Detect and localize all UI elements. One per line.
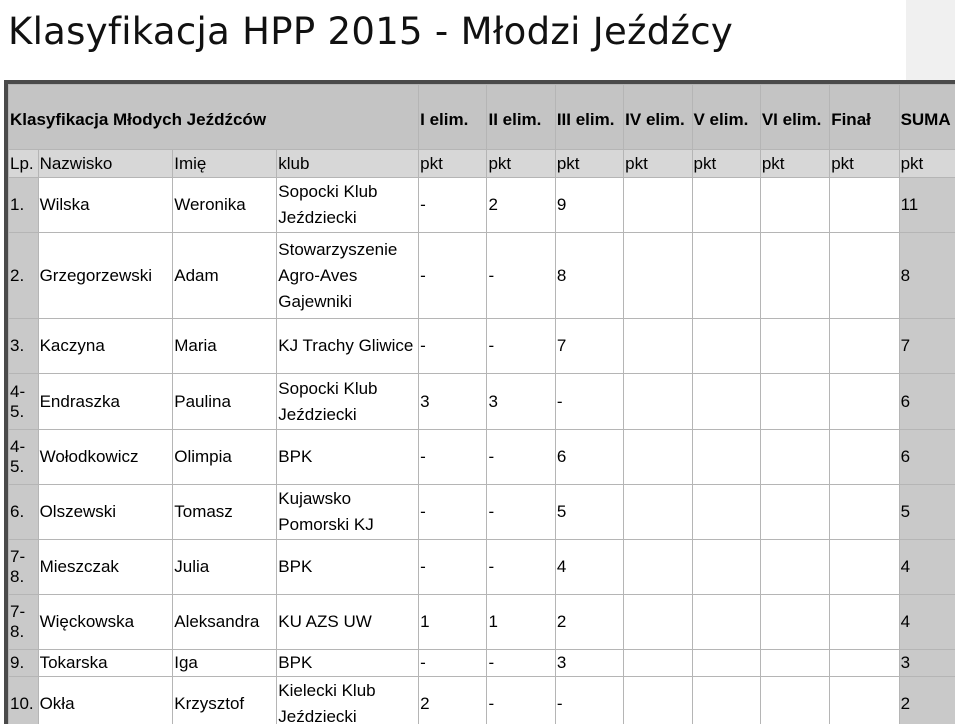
unit-label: pkt	[692, 150, 760, 178]
unit-label: pkt	[555, 150, 623, 178]
score-cell	[760, 650, 829, 677]
rank-cell: 4-5.	[9, 374, 39, 430]
surname-cell: Olszewski	[38, 485, 173, 540]
score-cell	[760, 677, 829, 724]
table-row	[9, 233, 955, 319]
table-row	[9, 319, 955, 374]
score-cell	[624, 430, 692, 485]
total-cell: 6	[899, 374, 955, 430]
score-cell: -	[419, 485, 487, 540]
score-cell	[624, 540, 692, 595]
table-row	[9, 540, 955, 595]
club-cell: KJ Trachy Gliwice	[277, 319, 419, 374]
surname-cell: Kaczyna	[38, 319, 173, 374]
score-cell: 2	[419, 677, 487, 724]
surname-cell: Wołodkowicz	[38, 430, 173, 485]
score-cell: -	[419, 233, 487, 319]
round-header: I elim.	[419, 85, 487, 150]
unit-label: pkt	[624, 150, 692, 178]
score-cell	[692, 595, 760, 650]
results-table	[8, 84, 955, 724]
rank-cell: 4-5.	[9, 430, 39, 485]
side-panel	[906, 0, 955, 80]
score-cell	[692, 178, 760, 233]
score-cell: 5	[555, 485, 623, 540]
score-cell: 6	[555, 430, 623, 485]
name-header: Imię	[173, 150, 277, 178]
score-cell	[830, 319, 899, 374]
score-cell: -	[419, 650, 487, 677]
unit-label: pkt	[487, 150, 555, 178]
score-cell: 7	[555, 319, 623, 374]
score-cell	[760, 485, 829, 540]
score-cell	[830, 485, 899, 540]
score-cell: 3	[487, 374, 555, 430]
rank-cell: 10.	[9, 677, 39, 724]
page-title: Klasyfikacja HPP 2015 - Młodzi Jeźdźcy	[8, 10, 734, 53]
score-cell	[624, 650, 692, 677]
first-name-cell: Julia	[173, 540, 277, 595]
table-caption: Klasyfikacja Młodych Jeźdźców	[9, 85, 419, 150]
score-cell	[830, 540, 899, 595]
score-cell: -	[555, 374, 623, 430]
table-row	[9, 430, 955, 485]
total-cell: 2	[899, 677, 955, 724]
subheader-row	[9, 150, 955, 178]
score-cell	[760, 319, 829, 374]
score-cell: 1	[487, 595, 555, 650]
total-cell: 4	[899, 540, 955, 595]
score-cell	[830, 430, 899, 485]
round-header: III elim.	[555, 85, 623, 150]
first-name-cell: Krzysztof	[173, 677, 277, 724]
surname-cell: Więckowska	[38, 595, 173, 650]
surname-cell: Mieszczak	[38, 540, 173, 595]
score-cell	[760, 540, 829, 595]
rank-cell: 3.	[9, 319, 39, 374]
rank-cell: 7-8.	[9, 595, 39, 650]
surname-cell: Okła	[38, 677, 173, 724]
score-cell	[830, 677, 899, 724]
round-header: IV elim.	[624, 85, 692, 150]
table-row	[9, 677, 955, 724]
table-row	[9, 178, 955, 233]
score-cell	[692, 430, 760, 485]
club-cell: Sopocki Klub Jeździecki	[277, 178, 419, 233]
first-name-cell: Adam	[173, 233, 277, 319]
score-cell	[760, 430, 829, 485]
unit-label: pkt	[899, 150, 955, 178]
surname-header: Nazwisko	[38, 150, 173, 178]
club-header: klub	[277, 150, 419, 178]
score-cell	[830, 178, 899, 233]
total-cell: 11	[899, 178, 955, 233]
score-cell: 1	[419, 595, 487, 650]
score-cell	[624, 319, 692, 374]
score-cell	[624, 374, 692, 430]
total-cell: 8	[899, 233, 955, 319]
club-cell: BPK	[277, 430, 419, 485]
score-cell: -	[419, 540, 487, 595]
surname-cell: Endraszka	[38, 374, 173, 430]
score-cell	[692, 374, 760, 430]
table-row	[9, 374, 955, 430]
table-row	[9, 650, 955, 677]
first-name-cell: Aleksandra	[173, 595, 277, 650]
header-row	[9, 85, 955, 150]
first-name-cell: Paulina	[173, 374, 277, 430]
score-cell	[692, 677, 760, 724]
club-cell: Kujawsko Pomorski KJ	[277, 485, 419, 540]
score-cell	[830, 595, 899, 650]
score-cell: -	[419, 178, 487, 233]
score-cell	[692, 485, 760, 540]
score-cell	[624, 485, 692, 540]
surname-cell: Grzegorzewski	[38, 233, 173, 319]
rank-cell: 1.	[9, 178, 39, 233]
score-cell: -	[487, 650, 555, 677]
round-header: II elim.	[487, 85, 555, 150]
score-cell	[692, 319, 760, 374]
first-name-cell: Maria	[173, 319, 277, 374]
club-cell: Kielecki Klub Jeździecki	[277, 677, 419, 724]
score-cell	[624, 595, 692, 650]
unit-label: pkt	[419, 150, 487, 178]
score-cell: 8	[555, 233, 623, 319]
final-header: Finał	[830, 85, 899, 150]
total-cell: 5	[899, 485, 955, 540]
score-cell: -	[487, 319, 555, 374]
score-cell: 2	[487, 178, 555, 233]
score-cell: 9	[555, 178, 623, 233]
score-cell	[760, 178, 829, 233]
score-cell	[830, 374, 899, 430]
score-cell	[692, 233, 760, 319]
club-cell: Sopocki Klub Jeździecki	[277, 374, 419, 430]
score-cell: 3	[419, 374, 487, 430]
score-cell: -	[487, 485, 555, 540]
club-cell: Stowarzyszenie Agro-Aves Gajewniki	[277, 233, 419, 319]
rank-cell: 7-8.	[9, 540, 39, 595]
first-name-cell: Olimpia	[173, 430, 277, 485]
score-cell	[830, 233, 899, 319]
total-cell: 3	[899, 650, 955, 677]
unit-label: pkt	[760, 150, 829, 178]
results-table-container	[4, 80, 955, 724]
score-cell: -	[487, 677, 555, 724]
total-cell: 7	[899, 319, 955, 374]
rank-cell: 6.	[9, 485, 39, 540]
round-header: VI elim.	[760, 85, 829, 150]
score-cell: -	[419, 319, 487, 374]
surname-cell: Tokarska	[38, 650, 173, 677]
table-row	[9, 485, 955, 540]
first-name-cell: Tomasz	[173, 485, 277, 540]
total-cell: 4	[899, 595, 955, 650]
lp-header: Lp.	[9, 150, 39, 178]
unit-label: pkt	[830, 150, 899, 178]
score-cell: -	[487, 430, 555, 485]
score-cell	[624, 178, 692, 233]
rank-cell: 2.	[9, 233, 39, 319]
club-cell: KU AZS UW	[277, 595, 419, 650]
score-cell	[760, 595, 829, 650]
score-cell	[760, 233, 829, 319]
first-name-cell: Iga	[173, 650, 277, 677]
score-cell	[624, 233, 692, 319]
score-cell: -	[555, 677, 623, 724]
score-cell: 4	[555, 540, 623, 595]
score-cell: 2	[555, 595, 623, 650]
first-name-cell: Weronika	[173, 178, 277, 233]
score-cell: -	[487, 233, 555, 319]
table-row	[9, 595, 955, 650]
score-cell	[760, 374, 829, 430]
score-cell	[624, 677, 692, 724]
round-header: V elim.	[692, 85, 760, 150]
surname-cell: Wilska	[38, 178, 173, 233]
club-cell: BPK	[277, 540, 419, 595]
total-header: SUMA	[899, 85, 955, 150]
score-cell	[830, 650, 899, 677]
score-cell	[692, 650, 760, 677]
total-cell: 6	[899, 430, 955, 485]
score-cell	[692, 540, 760, 595]
score-cell: 3	[555, 650, 623, 677]
rank-cell: 9.	[9, 650, 39, 677]
score-cell: -	[419, 430, 487, 485]
club-cell: BPK	[277, 650, 419, 677]
score-cell: -	[487, 540, 555, 595]
